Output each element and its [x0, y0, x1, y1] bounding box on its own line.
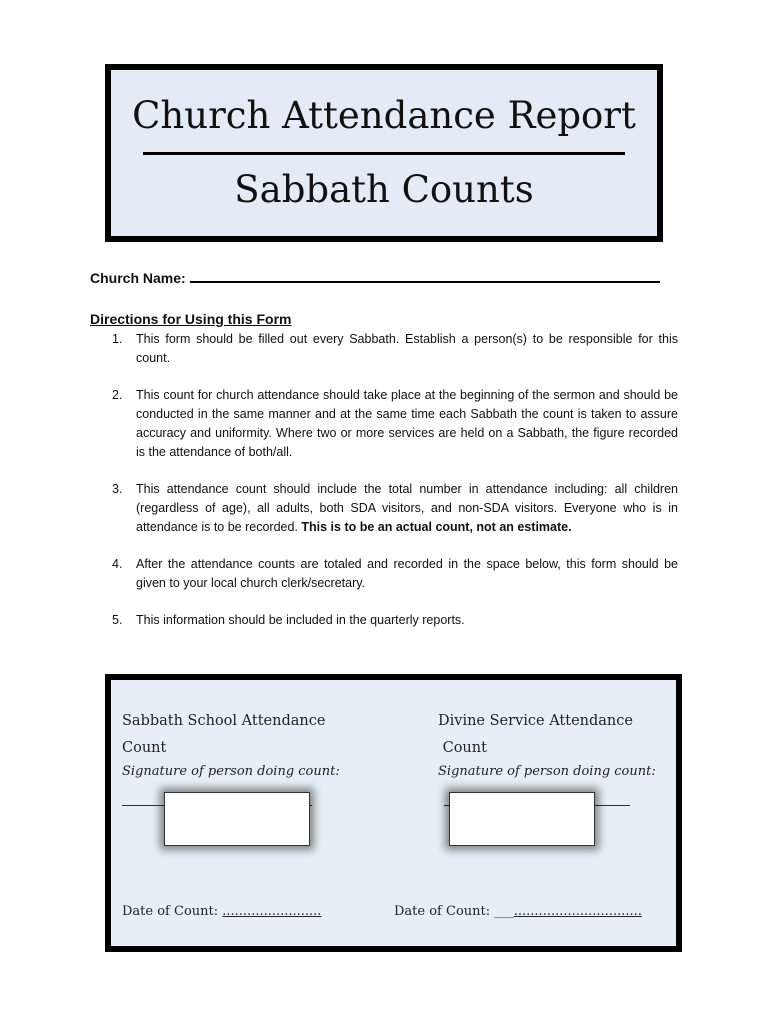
divine-service-title [438, 708, 633, 762]
church-name-label: Church Name: [90, 270, 186, 286]
attendance-count-box [105, 674, 682, 952]
divine-service-count-field[interactable] [449, 792, 595, 846]
divine-service-date [394, 904, 642, 919]
church-name-field[interactable] [190, 267, 660, 283]
sabbath-school-title-line2: Count [122, 740, 167, 756]
sabbath-school-signature-label: Signature of person doing count: [122, 764, 340, 779]
sabbath-school-count-field[interactable] [164, 792, 310, 846]
direction-number: 3. [112, 482, 123, 496]
directions-list [112, 330, 678, 648]
direction-item [112, 480, 678, 537]
divine-service-date-field[interactable]: ............................... [513, 904, 642, 919]
direction-number: 2. [112, 388, 123, 402]
direction-item [112, 386, 678, 462]
church-name-row [90, 267, 660, 286]
page-subtitle: Sabbath Counts [234, 168, 534, 211]
directions-heading: Directions for Using this Form [90, 311, 292, 327]
sabbath-school-date-field[interactable]: ........................ [222, 904, 322, 919]
sabbath-school-title [122, 708, 325, 762]
direction-emphasis: This is to be an actual count, not an estimate. [301, 520, 572, 534]
sabbath-school-title-line1: Sabbath School Attendance [122, 713, 326, 729]
sabbath-school-date-label: Date of Count: [122, 904, 219, 919]
direction-text: After the attendance counts are totaled and recorded in the space below, this form should be given to your local church clerk/secretary. [136, 557, 678, 590]
direction-item [112, 611, 678, 630]
divine-service-date-label: Date of Count: [394, 904, 491, 919]
sabbath-school-date [122, 904, 321, 919]
direction-item [112, 555, 678, 593]
direction-number: 1. [112, 332, 123, 346]
divine-service-title-line1: Divine Service Attendance [438, 713, 633, 729]
title-divider [143, 152, 625, 155]
direction-item [112, 330, 678, 368]
divine-service-date-prefix: ___ [494, 904, 514, 919]
direction-number: 5. [112, 613, 123, 627]
direction-number: 4. [112, 557, 123, 571]
divine-service-signature-label: Signature of person doing count: [438, 764, 656, 779]
direction-text: This attendance count should include the total number in attendance including: all children (regardless of age), all adults, both SDA visitors, and non-SDA visitors. Everyone who is in attendance is to be recorded. [136, 482, 678, 534]
title-box [105, 64, 663, 242]
direction-text: This information should be included in the quarterly reports. [136, 613, 465, 627]
divine-service-title-line2: Count [438, 740, 487, 756]
page-title: Church Attendance Report [132, 94, 636, 137]
direction-text: This form should be filled out every Sabbath. Establish a person(s) to be responsible for this count. [136, 332, 678, 365]
direction-text: This count for church attendance should take place at the beginning of the sermon and should be conducted in the same manner and at the same time each Sabbath the count is taken to assure accuracy and uniformity. Where two or more services are held on a Sabbath, the figure recorded is the attendance of both/all. [136, 388, 678, 459]
